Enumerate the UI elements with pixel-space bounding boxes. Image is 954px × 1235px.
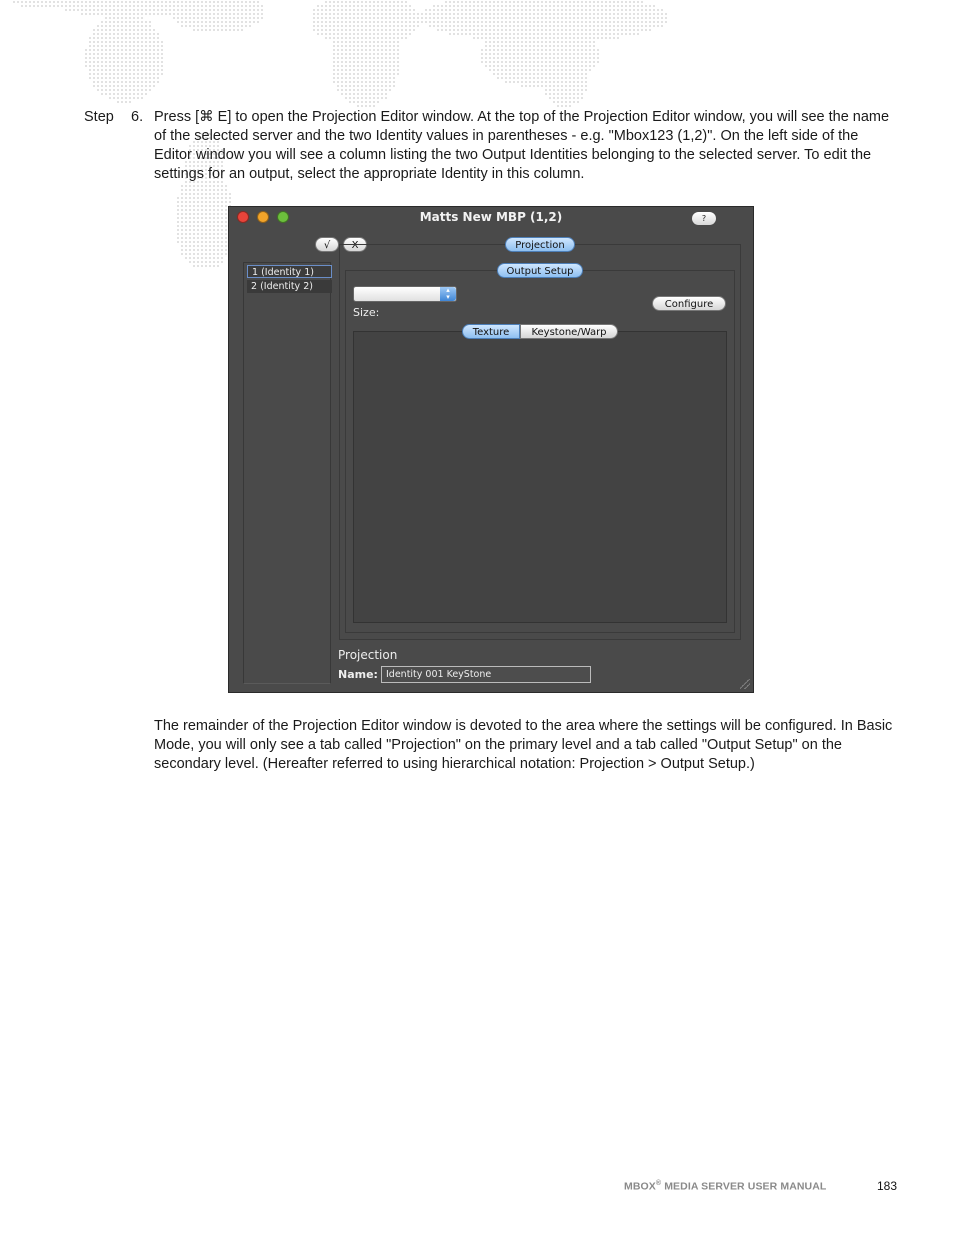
- popup-arrows-icon: ▴ ▾: [440, 287, 456, 301]
- cancel-button[interactable]: X: [343, 237, 367, 252]
- window-title: Matts New MBP (1,2): [419, 210, 563, 224]
- step-label: Step: [84, 109, 114, 125]
- size-popup[interactable]: [353, 286, 457, 302]
- identity-list: [243, 262, 331, 684]
- window-titlebar: [229, 207, 753, 229]
- projection-name-field[interactable]: Identity 001 KeyStone: [381, 666, 591, 683]
- configure-button[interactable]: Configure: [652, 296, 726, 311]
- identity-item-2[interactable]: 2 (Identity 2): [247, 280, 332, 293]
- size-label: Size:: [353, 306, 380, 319]
- tab-keystone-warp[interactable]: Keystone/Warp: [520, 324, 618, 339]
- projection-heading: Projection: [338, 648, 398, 662]
- footer-brand: MBOX: [624, 1180, 656, 1193]
- name-label: Name:: [338, 668, 378, 681]
- footer-manual-name: MEDIA SERVER USER MANUAL: [661, 1180, 827, 1193]
- page-number: 183: [877, 1179, 898, 1193]
- step-number: 6.: [131, 109, 144, 125]
- registered-mark: ®: [655, 1180, 662, 1187]
- tab-texture[interactable]: Texture: [462, 324, 520, 339]
- resize-grip-icon[interactable]: [740, 679, 750, 689]
- tab-output-setup[interactable]: Output Setup: [497, 263, 583, 278]
- texture-settings-area: [353, 331, 727, 623]
- tab-projection[interactable]: Projection: [505, 237, 575, 252]
- identity-item-1[interactable]: 1 (Identity 1): [247, 265, 332, 278]
- projection-editor-screenshot: [228, 206, 754, 693]
- body-paragraph: The remainder of the Projection Editor window is devoted to the area where the settings will be configured. In Basic Mode, you will only see a tab called "Projection" on the primary level and a tab called "Output Setup" on the secondary level. (Hereafter referred to using hierarchical notation: Projection > Output Setup.): [154, 718, 893, 772]
- help-button[interactable]: ?: [692, 212, 716, 225]
- step-paragraph: Press [⌘ E] to open the Projection Editor window. At the top of the Projection Editor window, you will see the name of the selected server and the two Identity values in parentheses - e.g. "Mbox123 (1,2)". On the left side of the Editor window you will see a column listing the two Output Identities belonging to the selected server. To edit the settings for an output, select the appropriate Identity in this column.: [154, 109, 890, 182]
- confirm-button[interactable]: √: [315, 237, 339, 252]
- footer-manual-title: [624, 1180, 826, 1193]
